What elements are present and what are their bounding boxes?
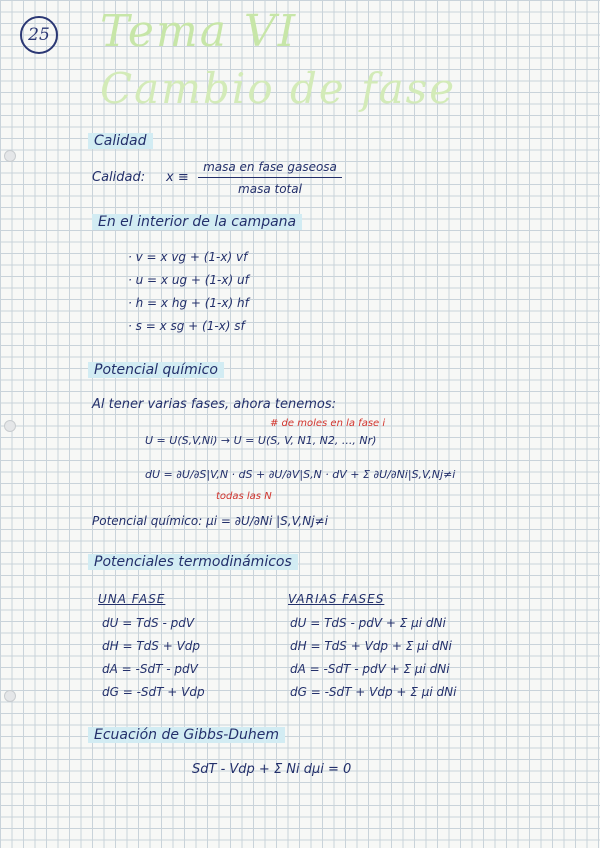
col-varias-fases-title: VARIAS FASES xyxy=(288,592,385,606)
termo-eq-right: dU = TdS - pdV + Σ μi dNi xyxy=(290,616,446,630)
fraction-denominator: masa total xyxy=(238,182,302,196)
note-todas: todas las N xyxy=(216,491,272,502)
col-una-fase-title: UNA FASE xyxy=(98,592,166,606)
termo-eq-right: dA = -SdT - pdV + Σ μi dNi xyxy=(290,662,450,676)
binder-hole xyxy=(4,150,16,162)
gibbs-duhem-eq: SdT - Vdp + Σ Ni dμi = 0 xyxy=(192,762,352,777)
termo-eq-left: dH = TdS + Vdp xyxy=(102,639,201,653)
termo-eq-left: dA = -SdT - pdV xyxy=(102,662,198,676)
page-number: 25 xyxy=(20,16,58,54)
energy-differential-eq: dU = ∂U/∂S|V,N · dS + ∂U/∂V|S,N · dV + Σ ∂U/∂Ni|S,V,Nj≠i xyxy=(145,468,456,481)
note-moles: # de moles en la fase i xyxy=(270,418,386,429)
binder-hole xyxy=(4,420,16,432)
heading-gibbs: Ecuación de Gibbs-Duhem xyxy=(88,727,285,743)
binder-hole xyxy=(4,690,16,702)
termo-eq-right: dG = -SdT + Vdp + Σ μi dNi xyxy=(290,685,457,699)
heading-termo: Potenciales termodinámicos xyxy=(88,554,298,570)
termo-eq-right: dH = TdS + Vdp + Σ μi dNi xyxy=(290,639,452,653)
chapter-subtitle: Cambio de fase xyxy=(100,64,457,113)
calidad-lhs: x ≡ xyxy=(166,170,189,185)
potencial-definition: Potencial químico: μi = ∂U/∂Ni |S,V,Nj≠i xyxy=(92,514,328,528)
campana-line: · v = x vg + (1-x) vf xyxy=(128,250,248,264)
termo-eq-left: dG = -SdT + Vdp xyxy=(102,685,205,699)
chapter-title: Tema VI xyxy=(100,6,298,57)
heading-campana: En el interior de la campana xyxy=(92,214,302,230)
termo-eq-left: dU = TdS - pdV xyxy=(102,616,195,630)
fraction-numerator: masa en fase gaseosa xyxy=(198,160,342,178)
calidad-fraction xyxy=(198,160,342,196)
heading-potencial: Potencial químico xyxy=(88,362,224,378)
energy-function-eq: U = U(S,V,Ni) → U = U(S, V, N1, N2, ..., Nr) xyxy=(145,434,377,447)
campana-line: · s = x sg + (1-x) sf xyxy=(128,319,245,333)
calidad-label: Calidad: xyxy=(92,170,146,185)
campana-line: · u = x ug + (1-x) uf xyxy=(128,273,249,287)
heading-calidad: Calidad xyxy=(88,133,153,149)
campana-line: · h = x hg + (1-x) hf xyxy=(128,296,249,310)
potencial-intro: Al tener varias fases, ahora tenemos: xyxy=(92,397,336,412)
